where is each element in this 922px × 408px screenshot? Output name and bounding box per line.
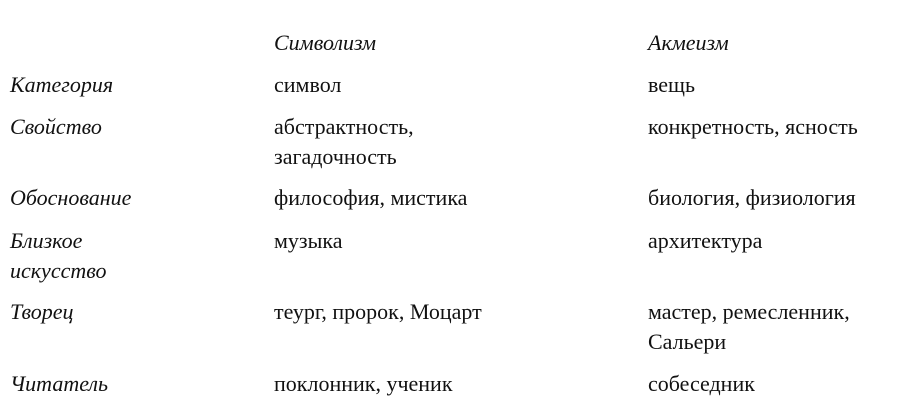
row-label-property: Свойство [10, 114, 102, 139]
cell-symbolism-property-line2: загадочность [274, 144, 397, 169]
cell-symbolism-category: символ [274, 72, 342, 97]
header-symbolism: Символизм [274, 30, 377, 55]
row-label-related-art-line1: Близкое [10, 228, 83, 253]
cell-symbolism-reader: поклонник, ученик [274, 371, 453, 396]
header-acmeism: Акмеизм [648, 30, 729, 55]
cell-acmeism-justification: биология, физиология [648, 185, 856, 210]
row-label-category: Категория [10, 72, 114, 97]
cell-acmeism-creator-line2: Сальери [648, 329, 727, 354]
cell-symbolism-justification: философия, мистика [274, 185, 468, 210]
cell-acmeism-reader: собеседник [648, 371, 755, 396]
cell-acmeism-property: конкретность, ясность [648, 114, 858, 139]
cell-symbolism-creator: теург, пророк, Моцарт [274, 299, 482, 324]
cell-acmeism-category: вещь [648, 72, 695, 97]
cell-acmeism-creator-line1: мастер, ремесленник, [648, 299, 850, 324]
cell-symbolism-property-line1: абстрактность, [274, 114, 414, 139]
row-label-creator: Творец [10, 299, 74, 324]
row-label-related-art-line2: искусство [10, 258, 107, 283]
cell-symbolism-related-art: музыка [274, 228, 343, 253]
row-label-reader: Читатель [10, 371, 109, 396]
row-label-justification: Обоснование [10, 185, 132, 210]
cell-acmeism-related-art: архитектура [648, 228, 763, 253]
